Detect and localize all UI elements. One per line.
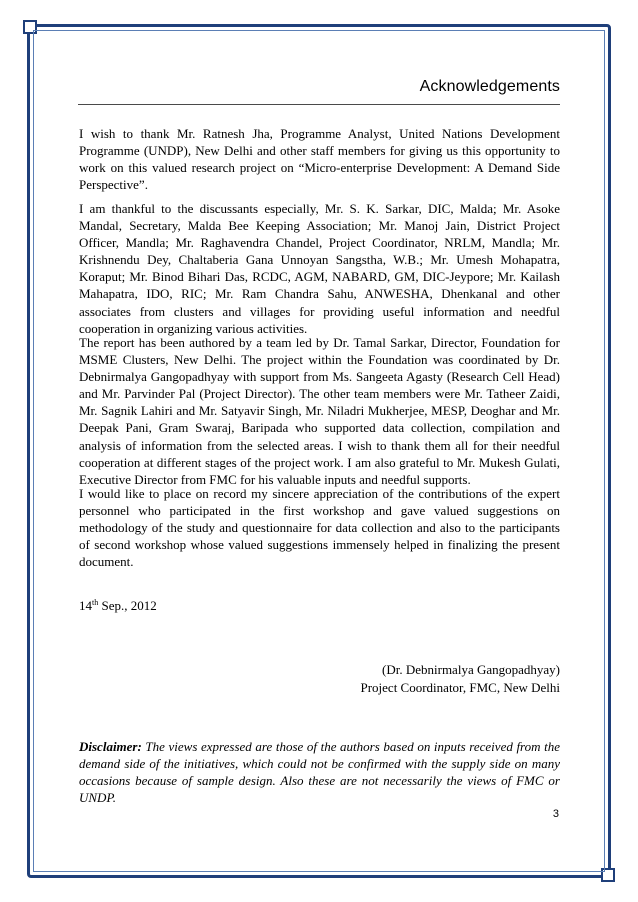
paragraph-undp-thanks: I wish to thank Mr. Ratnesh Jha, Programme Analyst, United Nations Development Programme (UNDP), New Delhi and other staff members for giving us this opportunity to work on this valued research project on “Micro-enterprise Development: A Demand Side Perspective”. <box>79 126 560 193</box>
disclaimer-label: Disclaimer: <box>79 739 142 754</box>
date-ordinal-suffix: th <box>92 598 99 607</box>
page-number: 3 <box>552 808 559 820</box>
paragraph-workshops: I would like to place on record my sincere appreciation of the contributions of the expert personnel who participated in the first workshop and gave valued suggestions on methodology of the study and questionnaire for data collection and also to the participants of second workshop whose valued suggestions immensely helped in finalizing the present document. <box>79 486 560 570</box>
paragraph-discussants: I am thankful to the discussants especially, Mr. S. K. Sarkar, DIC, Malda; Mr. Asoke Mandal, Secretary, Malda Bee Keeping Association; Mr. Manoj Jain, District Project Officer, Mandla; Mr. Raghavendra Chandel, Project Coordinator, NRLM, Mandla; Mr. Krishnendu Dey, Chaltaberia Gana Unnoyan Sangstha, W.B.; Mr. Umesh Mohapatra, Koraput; Mr. Binod Bihari Das, RCDC, AGM, NABARD, GM, DIC-Jeypore; Mr. Kailash Mahapatra, IDO, RIC; Mr. Ram Chandra Sahu, ANWESHA, Dhenkanal and other associates from clusters and villages for providing useful information and needful cooperation in organizing various activities. <box>79 201 560 336</box>
disclaimer <box>79 738 560 806</box>
page-title: Acknowledgements <box>419 78 560 95</box>
date-line <box>79 598 157 614</box>
date-day: 14 <box>79 598 92 613</box>
disclaimer-text: The views expressed are those of the authors based on inputs received from the demand side of the initiatives, which could not be confirmed with the supply side on many occasions because of sample design. Also these are not necessarily the views of FMC or UNDP. <box>79 739 560 806</box>
signature-name: (Dr. Debnirmalya Gangopadhyay) <box>382 662 560 677</box>
signature-title: Project Coordinator, FMC, New Delhi <box>360 679 560 695</box>
heading-divider <box>78 104 560 105</box>
paragraph-authors: The report has been authored by a team led by Dr. Tamal Sarkar, Director, Foundation for MSME Clusters, New Delhi. The project within the Foundation was coordinated by Dr. Debnirmalya Gangopadhyay with support from Ms. Sangeeta Agasty (Research Cell Head) and Mr. Parvinder Pal (Project Director). The other team members were Mr. Tatheer Zaidi, Mr. Sagnik Lahiri and Mr. Satyavir Singh, Mr. Niladri Mukherjee, MESP, Deoghar and Mr. Deepak Pani, Gram Swaraj, Baripada who supported data collection, compilation and analysis of information from the selected areas. I wish to thank them all for their needful cooperation at different stages of the project work. I am also grateful to Mr. Mukesh Gulati, Executive Director from FMC for his valuable inputs and needful supports. <box>79 335 560 487</box>
date-rest: Sep., 2012 <box>98 598 157 613</box>
signature-block <box>360 661 560 696</box>
